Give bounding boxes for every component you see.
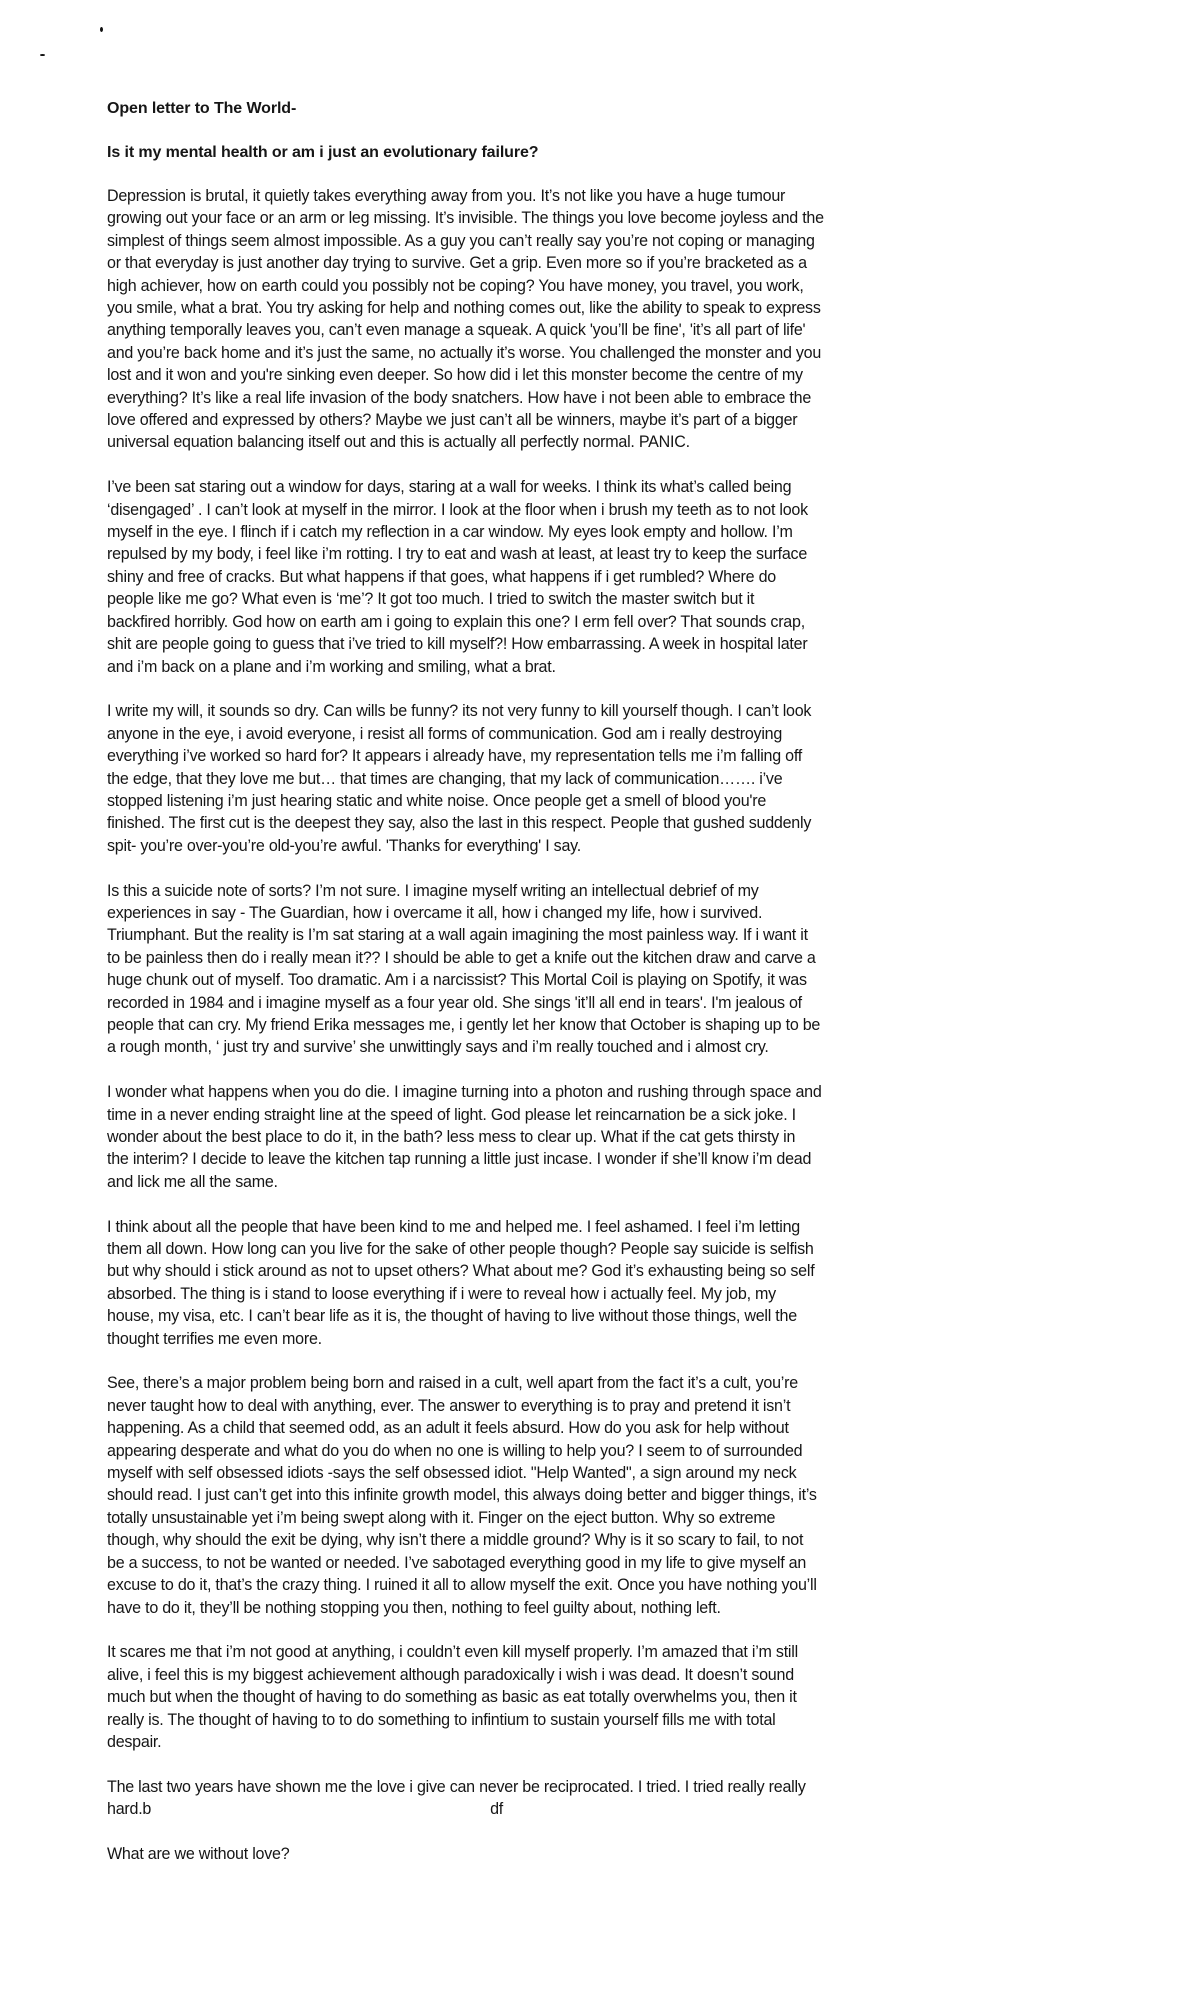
scan-speck	[40, 54, 45, 56]
text-line: everything? It’s like a real life invasion of the body snatchers. How have i not been able to embrace the	[107, 388, 812, 407]
text-fragment: df	[490, 1800, 503, 1819]
text-line: happening. As a child that seemed odd, as an adult it feels absurd. How do you ask for help without	[107, 1419, 789, 1438]
text-line: recorded in 1984 and i imagine myself as a four year old. She sings 'it’ll all end in tears'. I'm jealous of	[107, 993, 802, 1012]
text-line: and you’re back home and it’s just the same, no actually it’s worse. You challenged the monster and you	[107, 343, 822, 362]
text-line: shiny and free of cracks. But what happens if that goes, what happens if i get rumbled? Where do	[107, 567, 776, 586]
paragraph	[107, 1843, 1067, 1865]
text-line: despair.	[107, 1732, 162, 1751]
text-line: never taught how to deal with anything, ever. The answer to everything is to pray and pretend it isn’t	[107, 1396, 791, 1415]
paragraph	[107, 1372, 1067, 1618]
text-line: experiences in say - The Guardian, how i overcame it all, how i changed my life, how i survived.	[107, 903, 763, 922]
text-line: lost and it won and you're sinking even deeper. So how did i let this monster become the centre of my	[107, 366, 803, 385]
closing-line: What are we without love?	[107, 1844, 290, 1863]
text-line: excuse to do it, that’s the crazy thing. I ruined it all to allow myself the exit. Once you have nothing you’ll	[107, 1576, 817, 1595]
text-line	[107, 1798, 1042, 1820]
text-line: myself in the eye. I flinch if i catch my reflection in a car window. My eyes look empty and hollow. I’m	[107, 523, 793, 542]
scan-speck	[100, 27, 103, 32]
text-line: a rough month, ‘ just try and survive’ she unwittingly says and i’m really touched and i almost cry.	[107, 1038, 769, 1057]
text-line: anyone in the eye, i avoid everyone, i resist all forms of communication. God am i really destroying	[107, 724, 783, 743]
letter-title: Open letter to The World-	[107, 100, 297, 117]
text-line: I think about all the people that have been kind to me and helped me. I feel ashamed. I feel i’m letting	[107, 1217, 800, 1236]
text-line: ‘disengaged’ . I can’t look at myself in the mirror. I look at the floor when i brush my teeth as to not look	[107, 500, 808, 519]
text-line: finished. The first cut is the deepest they say, also the last in this respect. People that gushed suddenly	[107, 814, 812, 833]
paragraph	[107, 476, 1067, 678]
paragraph	[107, 185, 1067, 454]
text-line: or that everyday is just another day trying to survive. Get a grip. Even more so if you’re bracketed as a	[107, 254, 807, 273]
text-line: love offered and expressed by others? Maybe we just can’t all be winners, maybe it’s part of a bigger	[107, 411, 798, 430]
text-line: huge chunk out of myself. Too dramatic. Am i a narcissist? This Mortal Coil is playing on Spotify, it was	[107, 971, 807, 990]
text-line: See, there’s a major problem being born and raised in a cult, well apart from the fact it’s a cult, you’re	[107, 1374, 798, 1393]
text-line: them all down. How long can you live for the sake of other people though? People say suicide is selfish	[107, 1240, 814, 1259]
text-line: really is. The thought of having to to do something to infintium to sustain yourself fills me with total	[107, 1710, 776, 1729]
paragraph	[107, 1216, 1067, 1350]
letter-body	[107, 185, 1067, 1753]
text-line: backfired horribly. God how on earth am i going to explain this one? I erm fell over? That sounds crap,	[107, 612, 805, 631]
text-line: I write my will, it sounds so dry. Can wills be funny? its not very funny to kill yourself though. I can’t look	[107, 702, 812, 721]
letter-subtitle: Is it my mental health or am i just an evolutionary failure?	[107, 144, 539, 161]
text-line: totally unsustainable yet i’m being swept along with it. Finger on the eject button. Why so extreme	[107, 1508, 776, 1527]
paragraph	[107, 1776, 1067, 1821]
text-line: Depression is brutal, it quietly takes everything away from you. It’s not like you have a huge tumour	[107, 187, 786, 205]
text-line: everything i’ve worked so hard for? It appears i already have, my representation tells me i’m falling off	[107, 747, 803, 766]
text-line: shit are people going to guess that i’ve tried to kill myself?! How embarrassing. A week in hospital later	[107, 635, 808, 654]
text-line: I wonder what happens when you do die. I imagine turning into a photon and rushing through space and	[107, 1083, 822, 1102]
text-line: The last two years have shown me the love i give can never be reciprocated. I tried. I tried really really	[107, 1777, 806, 1796]
text-line: simplest of things seem almost impossible. As a guy you can’t really say you’re not coping or managing	[107, 231, 815, 250]
text-line: house, my visa, etc. I can’t bear life as it is, the thought of having to live without those things, well the	[107, 1307, 797, 1326]
paragraph	[107, 880, 1067, 1059]
text-line: you smile, what a brat. You try asking for help and nothing comes out, like the ability to speak to express	[107, 299, 821, 318]
text-line: high achiever, how on earth could you possibly not be coping? You have money, you travel, you work,	[107, 276, 804, 295]
text-line: have to do it, they’ll be nothing stopping you then, nothing to feel guilty about, nothing left.	[107, 1598, 721, 1617]
text-line: It scares me that i’m not good at anything, i couldn’t even kill myself properly. I’m amazed that i’m still	[107, 1643, 798, 1662]
text-line: the edge, that they love me but… that times are changing, that my lack of communication……. i’ve	[107, 769, 783, 788]
text-line: time in a never ending straight line at the speed of light. God please let reincarnation be a sick joke. I	[107, 1105, 796, 1124]
text-line: be a success, to not be wanted or needed. I’ve sabotaged everything good in my life to give myself an	[107, 1553, 807, 1572]
paragraph	[107, 1641, 1067, 1753]
text-line: thought terrifies me even more.	[107, 1329, 322, 1348]
text-line: alive, i feel this is my biggest achievement although paradoxically i wish i was dead. It doesn’t sound	[107, 1665, 794, 1684]
text-line: growing out your face or an arm or leg missing. It’s invisible. The things you love become joyless and the	[107, 209, 824, 228]
text-line: repulsed by my body, i feel like i’m rotting. I try to eat and wash at least, at least try to keep the surface	[107, 545, 808, 564]
text-line: myself with self obsessed idiots -says the self obsessed idiot. "Help Wanted", a sign around my neck	[107, 1464, 797, 1483]
text-line: but why should i stick around as not to upset others? What about me? God it’s exhausting being so self	[107, 1262, 815, 1281]
text-line: I’ve been sat staring out a window for days, staring at a wall for weeks. I think its what’s called being	[107, 478, 792, 497]
text-fragment: hard.b	[107, 1800, 152, 1819]
text-line: universal equation balancing itself out and this is actually all perfectly normal. PANIC.	[107, 433, 690, 452]
letter-page	[107, 98, 1067, 1888]
text-line: and lick me all the same.	[107, 1172, 278, 1191]
text-line: appearing desperate and what do you do when no one is willing to help you? I seem to of surrounded	[107, 1441, 803, 1460]
paragraph	[107, 1081, 1067, 1193]
text-line: people like me go? What even is ‘me’? It got too much. I tried to switch the master switch but it	[107, 590, 755, 609]
text-line: should read. I just can’t get into this infinite growth model, this always doing better and bigger things, it’s	[107, 1486, 817, 1505]
text-line: to be painless then do i really mean it?? I should be able to get a knife out the kitchen draw and carve a	[107, 948, 816, 967]
text-line: wonder about the best place to do it, in the bath? less mess to clear up. What if the cat gets thirsty in	[107, 1128, 796, 1146]
text-line: Is this a suicide note of sorts? I’m not sure. I imagine myself writing an intellectual debrief of my	[107, 881, 759, 900]
text-line: absorbed. The thing is i stand to loose everything if i were to reveal how i actually feel. My job, my	[107, 1284, 776, 1303]
text-line: Triumphant. But the reality is I’m sat staring at a wall again imagining the most painless way. If i want it	[107, 926, 808, 945]
text-line: and i’m back on a plane and i’m working and smiling, what a brat.	[107, 657, 556, 676]
text-line: spit- you’re over-you’re old-you’re awful. 'Thanks for everything' I say.	[107, 836, 581, 855]
text-line: stopped listening i’m just hearing static and white noise. Once people get a smell of blood you're	[107, 791, 767, 810]
text-line: much but when the thought of having to do something as basic as eat totally overwhelms you, then it	[107, 1688, 797, 1707]
text-line: though, why should the exit be dying, why isn’t there a middle ground? Why is it so scary to fail, to not	[107, 1531, 804, 1550]
text-line: the interim? I decide to leave the kitchen tap running a little just incase. I wonder if she’ll know i’m dead	[107, 1150, 812, 1169]
text-line: people that can cry. My friend Erika messages me, i gently let her know that October is shaping up to be	[107, 1015, 821, 1034]
paragraph	[107, 700, 1067, 857]
text-line: anything temporally leaves you, can’t even manage a squeak. A quick 'you’ll be fine', 'it’s all part of life'	[107, 321, 806, 340]
